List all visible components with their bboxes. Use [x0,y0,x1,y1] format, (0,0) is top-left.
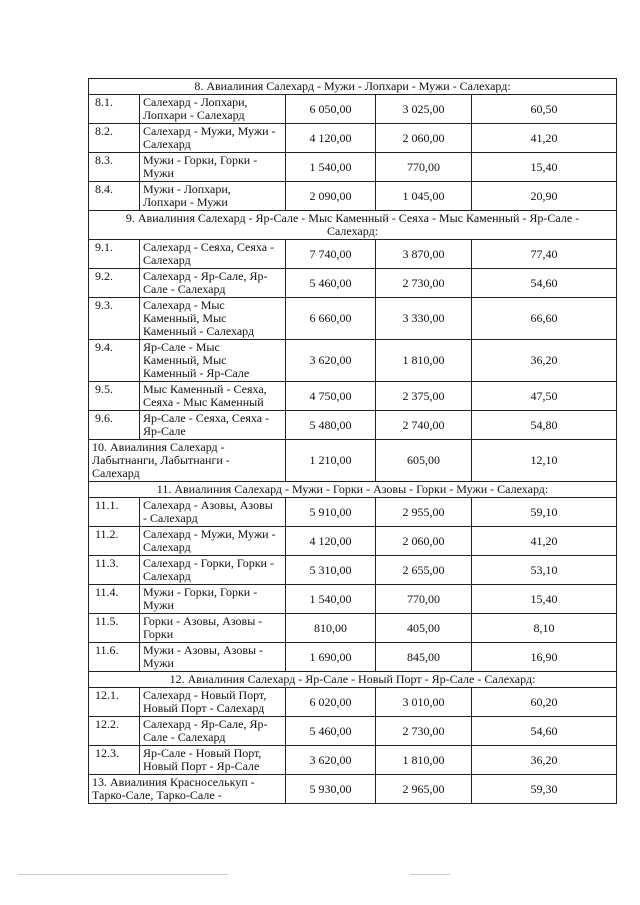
table-row [89,298,617,340]
section-title: 12. Авиалиния Салехард - Яр-Сале - Новый Порт - Яр-Сале - Салехард: [89,672,617,688]
tariff-value: 770,00 [376,585,472,614]
row-number: 8.2. [89,124,140,153]
tariff-value: 1 690,00 [286,643,376,672]
section-header-row [89,211,617,240]
row-number: 8.3. [89,153,140,182]
table-row [89,95,617,124]
tariff-value: 2 655,00 [376,556,472,585]
route-name: 13. Авиалиния Красноселькуп - Тарко-Сале, Тарко-Сале - [89,775,286,804]
route-name: Мыс Каменный - Сеяха, Сеяха - Мыс Каменный [140,382,286,411]
tariff-value: 405,00 [376,614,472,643]
row-number: 9.5. [89,382,140,411]
tariff-value: 3 620,00 [286,746,376,775]
tariff-value: 6 020,00 [286,688,376,717]
tariff-value: 66,60 [472,298,617,340]
tariff-value: 2 730,00 [376,717,472,746]
tariff-value: 53,10 [472,556,617,585]
route-name: Горки - Азовы, Азовы - Горки [140,614,286,643]
tariff-value: 4 120,00 [286,124,376,153]
tariff-value: 5 930,00 [286,775,376,804]
tariff-value: 8,10 [472,614,617,643]
tariff-value: 16,90 [472,643,617,672]
row-number: 11.4. [89,585,140,614]
tariff-value: 36,20 [472,746,617,775]
tariff-value: 36,20 [472,340,617,382]
section-title: 8. Авиалиния Салехард - Мужи - Лопхари - Мужи - Салехард: [89,79,617,95]
row-number: 12.2. [89,717,140,746]
route-name: Мужи - Лопхари, Лопхари - Мужи [140,182,286,211]
tariff-value: 3 620,00 [286,340,376,382]
tariff-value: 4 750,00 [286,382,376,411]
section-header-row [89,482,617,498]
tariff-value: 1 540,00 [286,153,376,182]
tariff-value: 6 050,00 [286,95,376,124]
tariff-value: 845,00 [376,643,472,672]
section-title: 9. Авиалиния Салехард - Яр-Сале - Мыс Каменный - Сеяха - Мыс Каменный - Яр-Сале - Салехард: [89,211,617,240]
route-name: Салехард - Яр-Сале, Яр- Сале - Салехард [140,717,286,746]
tariff-value: 1 540,00 [286,585,376,614]
route-name: Салехард - Лопхари, Лопхари - Салехард [140,95,286,124]
tariff-value: 2 060,00 [376,527,472,556]
tariff-value: 5 310,00 [286,556,376,585]
tariff-value: 54,60 [472,717,617,746]
route-name: Мужи - Горки, Горки - Мужи [140,153,286,182]
row-number: 12.1. [89,688,140,717]
table-row [89,585,617,614]
tariff-value: 12,10 [472,440,617,482]
section-header-row [89,672,617,688]
tariff-table [88,78,617,804]
table-row [89,382,617,411]
tariff-value: 54,60 [472,269,617,298]
table-row [89,182,617,211]
tariff-value: 2 375,00 [376,382,472,411]
table-row [89,717,617,746]
tariff-value: 1 810,00 [376,340,472,382]
table-row [89,527,617,556]
tariff-value: 1 810,00 [376,746,472,775]
tariff-value: 1 210,00 [286,440,376,482]
tariff-value: 60,20 [472,688,617,717]
row-number: 11.5. [89,614,140,643]
tariff-value: 3 025,00 [376,95,472,124]
tariff-value: 810,00 [286,614,376,643]
tariff-value: 54,80 [472,411,617,440]
row-number: 9.3. [89,298,140,340]
tariff-value: 41,20 [472,527,617,556]
tariff-value: 2 730,00 [376,269,472,298]
table-row [89,498,617,527]
tariff-value: 77,40 [472,240,617,269]
table-row [89,124,617,153]
route-name: 10. Авиалиния Салехард - Лабытнанги, Лабытнанги - Салехард [89,440,286,482]
route-name: Мужи - Азовы, Азовы - Мужи [140,643,286,672]
tariff-value: 15,40 [472,153,617,182]
table-row [89,153,617,182]
scan-artifact-line [410,874,450,875]
tariff-value: 47,50 [472,382,617,411]
tariff-value: 5 910,00 [286,498,376,527]
table-row [89,775,617,804]
route-name: Яр-Сале - Новый Порт, Новый Порт - Яр-Сале [140,746,286,775]
scan-artifact-line [18,874,228,875]
table-row [89,411,617,440]
tariff-value: 2 060,00 [376,124,472,153]
tariff-value: 2 955,00 [376,498,472,527]
row-number: 12.3. [89,746,140,775]
table-row [89,614,617,643]
tariff-value: 20,90 [472,182,617,211]
section-header-row [89,79,617,95]
row-number: 9.2. [89,269,140,298]
tariff-value: 3 010,00 [376,688,472,717]
section-title: 11. Авиалиния Салехард - Мужи - Горки - Азовы - Горки - Мужи - Салехард: [89,482,617,498]
tariff-value: 2 090,00 [286,182,376,211]
tariff-value: 59,10 [472,498,617,527]
row-number: 11.2. [89,527,140,556]
route-name: Яр-Сале - Мыс Каменный, Мыс Каменный - Яр-Сале [140,340,286,382]
row-number: 11.3. [89,556,140,585]
table-row [89,746,617,775]
tariff-value: 5 480,00 [286,411,376,440]
row-number: 11.6. [89,643,140,672]
table-row [89,440,617,482]
tariff-value: 5 460,00 [286,717,376,746]
table-row [89,556,617,585]
row-number: 8.1. [89,95,140,124]
table-body [89,79,617,804]
row-number: 9.4. [89,340,140,382]
row-number: 11.1. [89,498,140,527]
tariff-value: 3 870,00 [376,240,472,269]
tariff-value: 7 740,00 [286,240,376,269]
tariff-value: 4 120,00 [286,527,376,556]
route-name: Салехард - Мужи, Мужи - Салехард [140,124,286,153]
route-name: Яр-Сале - Сеяха, Сеяха - Яр-Сале [140,411,286,440]
table-row [89,240,617,269]
tariff-value: 605,00 [376,440,472,482]
row-number: 8.4. [89,182,140,211]
row-number: 9.1. [89,240,140,269]
table-row [89,643,617,672]
table-row [89,688,617,717]
route-name: Салехард - Мужи, Мужи - Салехард [140,527,286,556]
route-name: Салехард - Сеяха, Сеяха - Салехард [140,240,286,269]
tariff-value: 6 660,00 [286,298,376,340]
tariff-value: 2 965,00 [376,775,472,804]
tariff-value: 59,30 [472,775,617,804]
tariff-value: 41,20 [472,124,617,153]
tariff-value: 60,50 [472,95,617,124]
route-name: Салехард - Мыс Каменный, Мыс Каменный - Салехард [140,298,286,340]
route-name: Салехард - Яр-Сале, Яр- Сале - Салехард [140,269,286,298]
tariff-value: 15,40 [472,585,617,614]
table-row [89,269,617,298]
tariff-value: 5 460,00 [286,269,376,298]
tariff-value: 770,00 [376,153,472,182]
route-name: Салехард - Новый Порт, Новый Порт - Салехард [140,688,286,717]
table-row [89,340,617,382]
route-name: Салехард - Горки, Горки - Салехард [140,556,286,585]
tariff-value: 3 330,00 [376,298,472,340]
tariff-value: 2 740,00 [376,411,472,440]
row-number: 9.6. [89,411,140,440]
route-name: Мужи - Горки, Горки - Мужи [140,585,286,614]
route-name: Салехард - Азовы, Азовы - Салехард [140,498,286,527]
tariff-value: 1 045,00 [376,182,472,211]
